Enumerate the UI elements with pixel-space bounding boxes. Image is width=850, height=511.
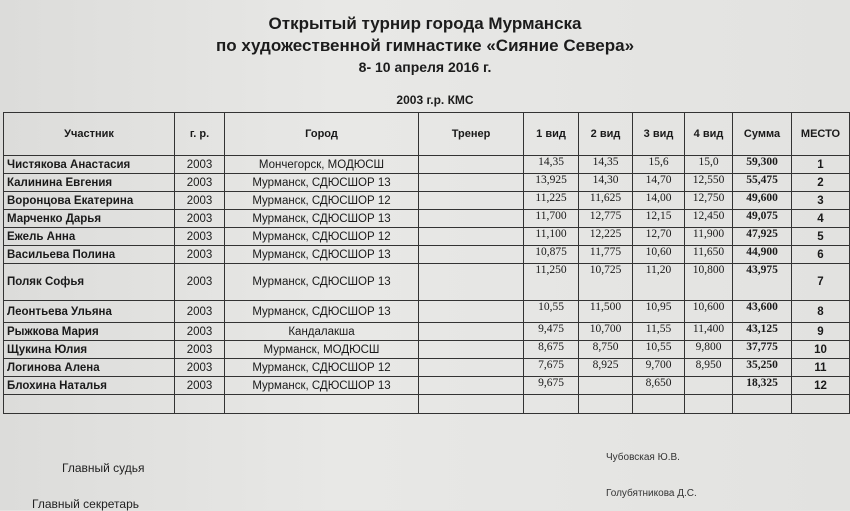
participant-name: Воронцова Екатерина (4, 192, 175, 210)
score-apparatus-1: 11,225 (524, 192, 579, 210)
score-apparatus-4: 11,400 (685, 323, 733, 341)
total-score: 18,325 (733, 377, 792, 395)
empty-cell (419, 395, 524, 414)
table-row (4, 246, 850, 264)
score-apparatus-2: 8,750 (579, 341, 633, 359)
score-apparatus-1: 9,475 (524, 323, 579, 341)
total-score: 43,125 (733, 323, 792, 341)
score-apparatus-1: 8,675 (524, 341, 579, 359)
coach (419, 228, 524, 246)
participant-name: Рыжкова Мария (4, 323, 175, 341)
score-apparatus-3: 8,650 (633, 377, 685, 395)
birth-year: 2003 (175, 156, 225, 174)
table-row (4, 341, 850, 359)
birth-year: 2003 (175, 210, 225, 228)
score-apparatus-3: 10,55 (633, 341, 685, 359)
birth-year: 2003 (175, 228, 225, 246)
score-apparatus-2: 10,700 (579, 323, 633, 341)
column-header: 2 вид (579, 113, 633, 156)
score-apparatus-2: 14,35 (579, 156, 633, 174)
coach (419, 174, 524, 192)
score-apparatus-3: 12,15 (633, 210, 685, 228)
participant-name: Марченко Дарья (4, 210, 175, 228)
place: 11 (792, 359, 850, 377)
place: 8 (792, 301, 850, 323)
total-score: 49,600 (733, 192, 792, 210)
coach (419, 359, 524, 377)
column-header: 1 вид (524, 113, 579, 156)
table-row (4, 210, 850, 228)
score-apparatus-1: 10,55 (524, 301, 579, 323)
score-apparatus-4: 10,600 (685, 301, 733, 323)
total-score: 55,475 (733, 174, 792, 192)
place: 1 (792, 156, 850, 174)
participant-name: Логинова Алена (4, 359, 175, 377)
participant-name: Чистякова Анастасия (4, 156, 175, 174)
empty-row (4, 395, 850, 414)
coach (419, 341, 524, 359)
tournament-dates: 8- 10 апреля 2016 г. (358, 59, 492, 75)
birth-year: 2003 (175, 341, 225, 359)
tournament-subtitle: по художественной гимнастике «Сияние Севера» (215, 36, 635, 55)
empty-cell (685, 395, 733, 414)
table-row (4, 156, 850, 174)
score-apparatus-4: 12,450 (685, 210, 733, 228)
total-score: 59,300 (733, 156, 792, 174)
score-apparatus-1: 9,675 (524, 377, 579, 395)
table-header-row (4, 113, 850, 156)
participant-name: Ежель Анна (4, 228, 175, 246)
column-header: Участник (4, 113, 175, 156)
birth-year: 2003 (175, 301, 225, 323)
column-header: г. р. (175, 113, 225, 156)
coach (419, 323, 524, 341)
score-apparatus-3: 10,60 (633, 246, 685, 264)
participant-name: Леонтьева Ульяна (4, 301, 175, 323)
city-club: Мончегорск, МОДЮСШ (225, 156, 419, 174)
table-row (4, 264, 850, 301)
city-club: Мурманск, МОДЮСШ (225, 341, 419, 359)
score-apparatus-1: 11,250 (524, 264, 579, 301)
score-apparatus-4 (685, 377, 733, 395)
birth-year: 2003 (175, 359, 225, 377)
column-header: Сумма (733, 113, 792, 156)
column-header: МЕСТО (792, 113, 850, 156)
city-club: Мурманск, СДЮСШОР 13 (225, 174, 419, 192)
total-score: 43,600 (733, 301, 792, 323)
chief-secretary-name: Голубятникова Д.С. (606, 488, 697, 499)
category-label: 2003 г.р. КМС (396, 93, 474, 107)
empty-cell (225, 395, 419, 414)
score-apparatus-2: 11,775 (579, 246, 633, 264)
column-header: Город (225, 113, 419, 156)
score-apparatus-4: 12,750 (685, 192, 733, 210)
score-apparatus-4: 11,650 (685, 246, 733, 264)
chief-judge-label: Главный судья (62, 461, 145, 475)
column-header: 4 вид (685, 113, 733, 156)
table-row (4, 301, 850, 323)
tournament-title: Открытый турнир города Мурманска (268, 14, 582, 33)
total-score: 47,925 (733, 228, 792, 246)
results-table (3, 112, 850, 414)
coach (419, 192, 524, 210)
score-apparatus-1: 11,100 (524, 228, 579, 246)
score-apparatus-1: 10,875 (524, 246, 579, 264)
participant-name: Блохина Наталья (4, 377, 175, 395)
empty-cell (175, 395, 225, 414)
place: 3 (792, 192, 850, 210)
birth-year: 2003 (175, 264, 225, 301)
score-apparatus-3: 12,70 (633, 228, 685, 246)
coach (419, 246, 524, 264)
total-score: 44,900 (733, 246, 792, 264)
city-club: Мурманск, СДЮСШОР 13 (225, 246, 419, 264)
place: 12 (792, 377, 850, 395)
score-apparatus-3: 11,20 (633, 264, 685, 301)
participant-name: Щукина Юлия (4, 341, 175, 359)
score-apparatus-2: 10,725 (579, 264, 633, 301)
place: 9 (792, 323, 850, 341)
score-apparatus-2: 8,925 (579, 359, 633, 377)
place: 10 (792, 341, 850, 359)
coach (419, 377, 524, 395)
participant-name: Поляк Софья (4, 264, 175, 301)
place: 5 (792, 228, 850, 246)
place: 7 (792, 264, 850, 301)
city-club: Мурманск, СДЮСШОР 12 (225, 359, 419, 377)
empty-cell (792, 395, 850, 414)
empty-cell (579, 395, 633, 414)
score-apparatus-4: 15,0 (685, 156, 733, 174)
score-apparatus-1: 11,700 (524, 210, 579, 228)
score-apparatus-4: 8,950 (685, 359, 733, 377)
table-row (4, 359, 850, 377)
chief-secretary-label: Главный секретарь (32, 497, 139, 511)
score-apparatus-1: 7,675 (524, 359, 579, 377)
coach (419, 264, 524, 301)
city-club: Мурманск, СДЮСШОР 13 (225, 210, 419, 228)
score-apparatus-4: 10,800 (685, 264, 733, 301)
empty-cell (733, 395, 792, 414)
score-apparatus-4: 12,550 (685, 174, 733, 192)
total-score: 37,775 (733, 341, 792, 359)
total-score: 49,075 (733, 210, 792, 228)
city-club: Мурманск, СДЮСШОР 12 (225, 192, 419, 210)
score-apparatus-2: 12,775 (579, 210, 633, 228)
empty-cell (4, 395, 175, 414)
birth-year: 2003 (175, 174, 225, 192)
score-apparatus-1: 13,925 (524, 174, 579, 192)
city-club: Мурманск, СДЮСШОР 13 (225, 301, 419, 323)
coach (419, 210, 524, 228)
column-header: Тренер (419, 113, 524, 156)
birth-year: 2003 (175, 192, 225, 210)
birth-year: 2003 (175, 246, 225, 264)
chief-judge-name: Чубовская Ю.В. (606, 452, 680, 463)
score-apparatus-4: 9,800 (685, 341, 733, 359)
score-apparatus-3: 14,70 (633, 174, 685, 192)
empty-cell (633, 395, 685, 414)
score-apparatus-4: 11,900 (685, 228, 733, 246)
score-apparatus-2 (579, 377, 633, 395)
score-apparatus-2: 14,30 (579, 174, 633, 192)
place: 2 (792, 174, 850, 192)
city-club: Кандалакша (225, 323, 419, 341)
participant-name: Васильева Полина (4, 246, 175, 264)
place: 6 (792, 246, 850, 264)
score-apparatus-3: 11,55 (633, 323, 685, 341)
score-apparatus-2: 11,625 (579, 192, 633, 210)
empty-cell (524, 395, 579, 414)
coach (419, 301, 524, 323)
score-apparatus-2: 11,500 (579, 301, 633, 323)
total-score: 43,975 (733, 264, 792, 301)
participant-name: Калинина Евгения (4, 174, 175, 192)
city-club: Мурманск, СДЮСШОР 12 (225, 228, 419, 246)
city-club: Мурманск, СДЮСШОР 13 (225, 377, 419, 395)
score-apparatus-3: 9,700 (633, 359, 685, 377)
birth-year: 2003 (175, 377, 225, 395)
coach (419, 156, 524, 174)
place: 4 (792, 210, 850, 228)
birth-year: 2003 (175, 323, 225, 341)
score-apparatus-2: 12,225 (579, 228, 633, 246)
score-apparatus-1: 14,35 (524, 156, 579, 174)
table-row (4, 323, 850, 341)
table-row (4, 174, 850, 192)
table-row (4, 192, 850, 210)
table-row (4, 377, 850, 395)
city-club: Мурманск, СДЮСШОР 13 (225, 264, 419, 301)
column-header: 3 вид (633, 113, 685, 156)
total-score: 35,250 (733, 359, 792, 377)
score-apparatus-3: 15,6 (633, 156, 685, 174)
score-apparatus-3: 10,95 (633, 301, 685, 323)
score-apparatus-3: 14,00 (633, 192, 685, 210)
table-row (4, 228, 850, 246)
